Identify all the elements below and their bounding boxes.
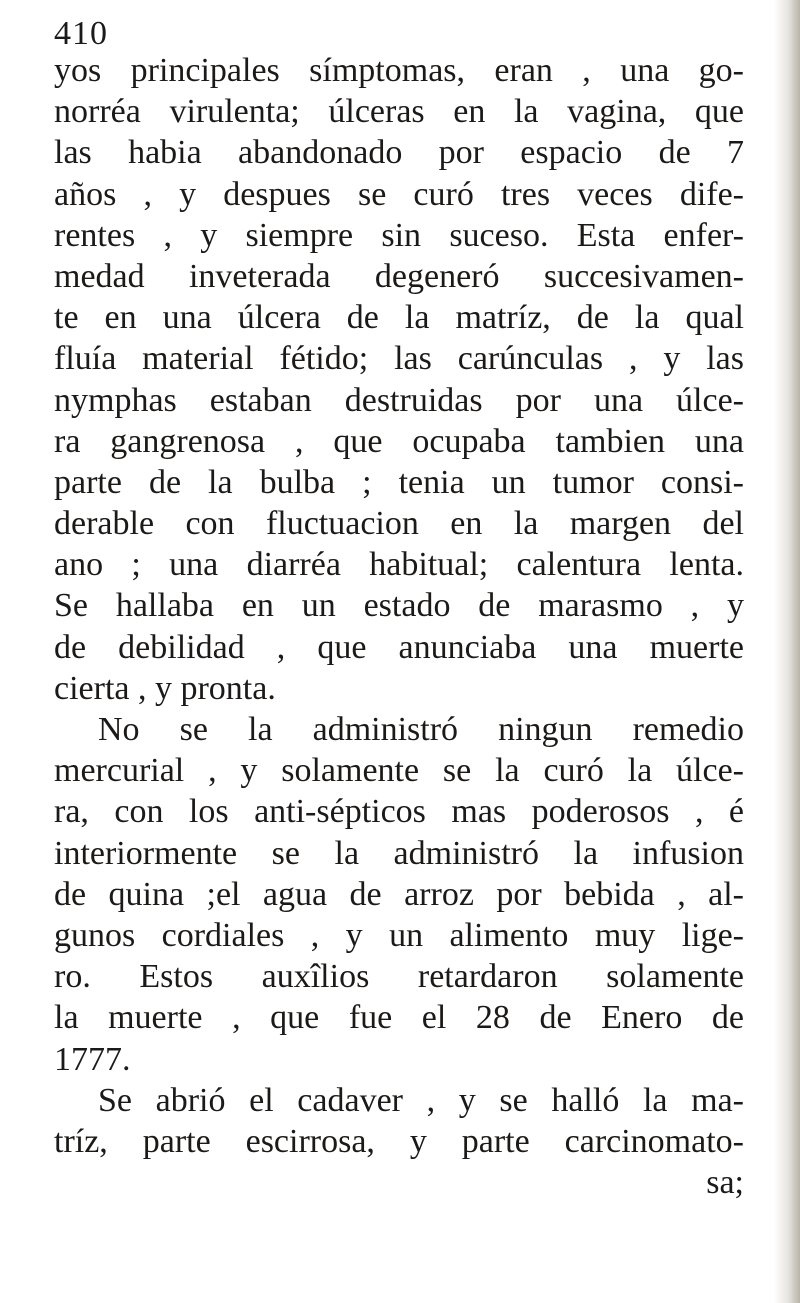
text-line: interiormente se la administró la infusion bbox=[54, 834, 744, 872]
text-line: las habia abandonado por espacio de 7 bbox=[54, 134, 744, 172]
text-line: gunos cordiales , y un alimento muy lige- bbox=[54, 916, 744, 954]
text-line: rentes , y siempre sin suceso. Esta enfer- bbox=[54, 216, 744, 254]
text-line: Se abrió el cadaver , y se halló la ma- bbox=[98, 1081, 744, 1119]
text-line: 1777. bbox=[54, 1040, 131, 1078]
page-number: 410 bbox=[54, 15, 108, 52]
text-line: parte de la bulba ; tenia un tumor consi- bbox=[54, 463, 744, 501]
text-line: yos principales símptomas, eran , una go- bbox=[54, 52, 744, 89]
text-line: mercurial , y solamente se la curó la úlce- bbox=[54, 752, 744, 790]
text-line: fluía material fétido; las carúnculas , y las bbox=[54, 340, 744, 378]
text-line: la muerte , que fue el 28 de Enero de bbox=[54, 999, 744, 1037]
text-line: medad inveterada degeneró succesivamen- bbox=[54, 257, 744, 295]
text-line: derable con fluctuacion en la margen del bbox=[54, 505, 744, 543]
catchword: sa; bbox=[706, 1164, 744, 1202]
text-line: No se la administró ningun remedio bbox=[98, 711, 744, 748]
text-line: años , y despues se curó tres veces dife- bbox=[54, 175, 744, 213]
text-line: te en una úlcera de la matríz, de la qual bbox=[54, 299, 744, 337]
text-line: ro. Estos auxîlios retardaron solamente bbox=[54, 958, 744, 996]
text-line: norréa virulenta; úlceras en la vagina, que bbox=[54, 93, 744, 131]
text-line: nymphas estaban destruidas por una úlce- bbox=[54, 381, 744, 419]
text-line: ra gangrenosa , que ocupaba tambien una bbox=[54, 422, 744, 460]
text-line: de quina ;el agua de arroz por bebida , al- bbox=[54, 875, 744, 913]
text-line: Se hallaba en un estado de marasmo , y bbox=[54, 587, 744, 625]
page-edge-shadow bbox=[774, 0, 800, 1303]
text-line: tríz, parte escirrosa, y parte carcinomato- bbox=[54, 1122, 744, 1160]
text-line: ra, con los anti-sépticos mas poderosos , é bbox=[54, 793, 744, 831]
text-line: de debilidad , que anunciaba una muerte bbox=[54, 628, 744, 666]
text-line: cierta , y pronta. bbox=[54, 669, 276, 707]
body-text bbox=[54, 50, 744, 1203]
text-line: ano ; una diarréa habitual; calentura lenta. bbox=[54, 546, 744, 584]
